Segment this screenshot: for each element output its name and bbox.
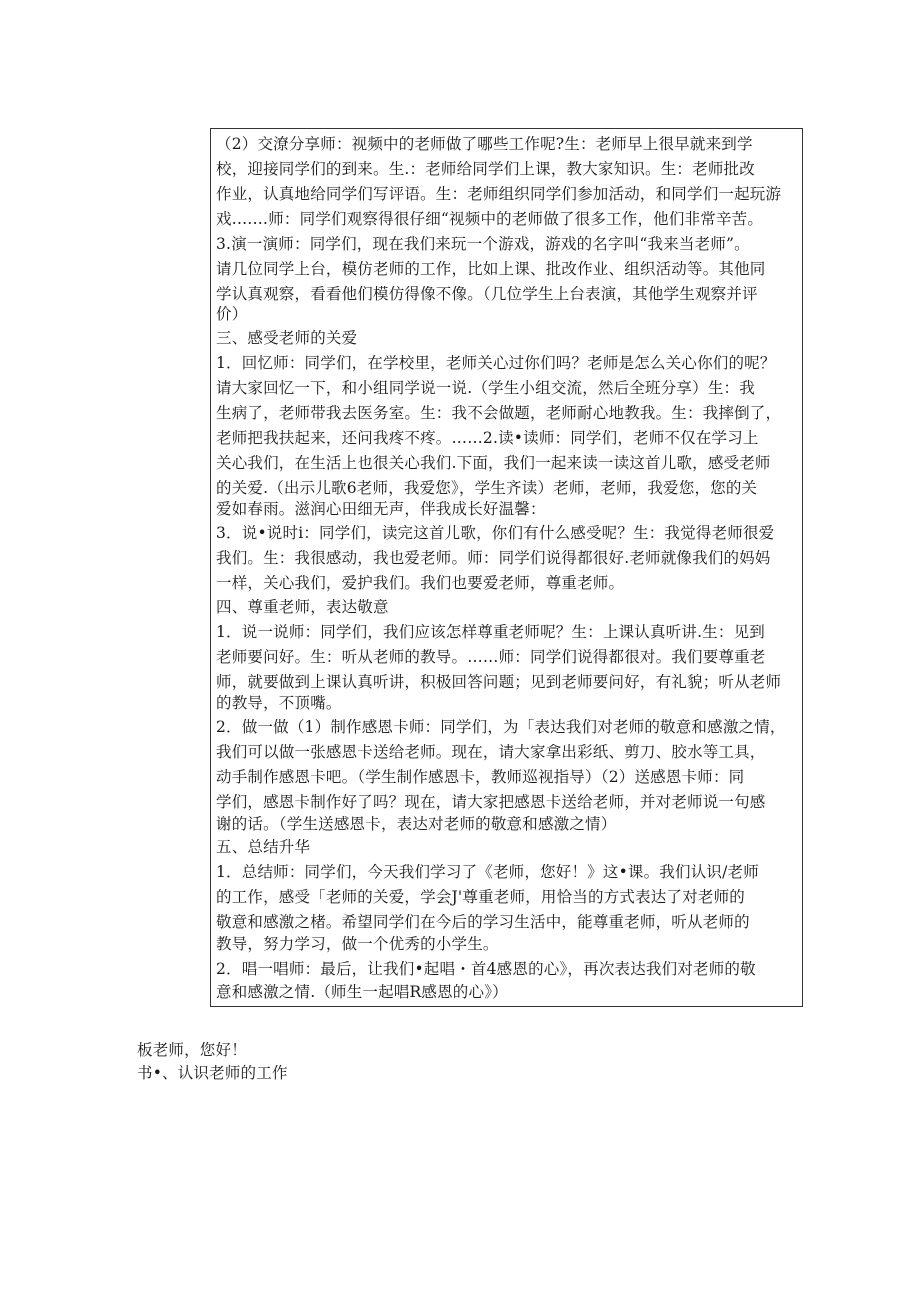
lesson-line: 动手制作感恩卡吧。（学生制作感恩卡，教师巡视指导）（2）送感恩卡师：同 [216,768,745,786]
lesson-line: 敬意和感激之楮。希望同学们在今后的学习生活中，能尊重老师，听从老师的 [216,913,750,931]
lesson-line: 教导，努力学习，做一个优秀的小学生。 [216,935,499,953]
lesson-line: 关心我们，在生活上也很关心我们.下面，我们一起来读一读这首儿歌，感受老师 [216,454,771,472]
lesson-line: 的关爱.（出示儿歌6老师，我爱您》，学生齐读）老师，老师，我爱您，您的关 [216,479,758,497]
board-line-1: 板老师，您好！ [137,1041,247,1059]
lesson-line: 我们可以做一张感恩卡送给老师。现在，请大家拿出彩纸、剪刀、胶水等工具， [216,743,766,761]
lesson-line: 请几位同学上台，模仿老师的工作，比如上课、批改作业、组织活动等。其他同 [216,260,766,278]
lesson-line: 学认真观察，看看他们模仿得像不像。（几位学生上台表演，其他学生观察并评 [216,285,758,303]
lesson-line: 生病了，老师带我去医务室。生：我不会做题，老师耐心地教我。生：我摔倒了， [216,404,782,422]
lesson-line: （2）交潦分享师：视频中的老师做了哪些工作呢?生：老师早上很早就来到学 [216,135,753,153]
lesson-line: 的教导，不顶嘴。 [216,694,342,712]
section-heading-4: 四、尊重老师，表达敬意 [216,598,389,616]
lesson-line: 谢的话。（学生送感恩卡，表达对老师的敬意和感激之情） [216,815,617,833]
lesson-line: 2．唱一唱师：最后，让我们•起唱・首4感恩的心》，再次表达我们对老师的敬 [216,960,756,978]
section-heading-3: 三、感受老师的关爱 [216,329,358,347]
lesson-line: 一样，关心我们，爱护我们。我们也要爱老师，尊重老师。 [216,574,625,592]
lesson-line: 爱如春雨。滋润心田细无声，伴我成长好温馨： [216,500,546,518]
lesson-line: 学们，感恩卡制作好了吗？现在，请大家把感恩卡送给老师，并对老师说一句感 [216,793,766,811]
lesson-line: 戏.……师：同学们观察得很仔细“视频中的老师做了很多工作，他们非常辛苦。 [216,210,764,228]
lesson-line: 价） [216,305,248,323]
lesson-line: 的工作，感受「老师的关爱，学会J'尊重老师，用恰当的方式表达了对老师的 [216,888,745,906]
lesson-line: 3.演一演师：同学们，现在我们来玩一个游戏，游戏的名字叫“我来当老师”。 [216,235,750,253]
lesson-line: 老师把我扶起来，还问我疼不疼。……2.读•读师：同学们，老师不仅在学习上 [216,429,759,447]
section-heading-5: 五、总结升华 [216,838,311,856]
lesson-line: 作业，认真地给同学们写评语。生：老师组织同学们参加活动，和同学们一起玩游 [216,185,782,203]
board-line-2: 书•、认识老师的工作 [137,1064,288,1082]
lesson-line: 师，就要做到上课认真听讲，积极回答问题；见到老师要问好，有礼貌；听从老师 [216,673,782,691]
lesson-line: 2．做一做（1）制作感恩卡师：同学们，为「表达我们对老师的敬意和感激之情， [216,718,786,736]
lesson-line: 老师要问好。生：听从老师的教导。……师：同学们说得都很对。我们要尊重老 [216,648,766,666]
lesson-line: 请大家回忆一下，和小组同学说一说.（学生小组交流，然后全班分享）生：我 [216,379,755,397]
lesson-line: 校，迎接同学们的到来。生.：老师给同学们上课，教大家知识。生：老师批改 [216,160,755,178]
lesson-line: 意和感激之情.（师生一起唱R感恩的心》） [216,983,508,1001]
lesson-line: 1．总结师：同学们，今天我们学习了《老师，您好！》这•课。我们认识/老师 [216,863,759,881]
lesson-line: 1．说一说师：同学们，我们应该怎样尊重老师呢？生：上课认真听讲.生：见到 [216,623,765,641]
lesson-line: 1．回忆师：同学们，在学校里，老师关心过你们吗？老师是怎么关心你们的呢？ [216,354,776,372]
lesson-line: 我们。生：我很感动，我也爱老师。师：同学们说得都很好.老师就像我们的妈妈 [216,549,771,567]
lesson-line: 3．说•说时i：同学们，读完这首儿歌，你们有什么感受呢？生：我觉得老师很爱 [216,524,775,542]
